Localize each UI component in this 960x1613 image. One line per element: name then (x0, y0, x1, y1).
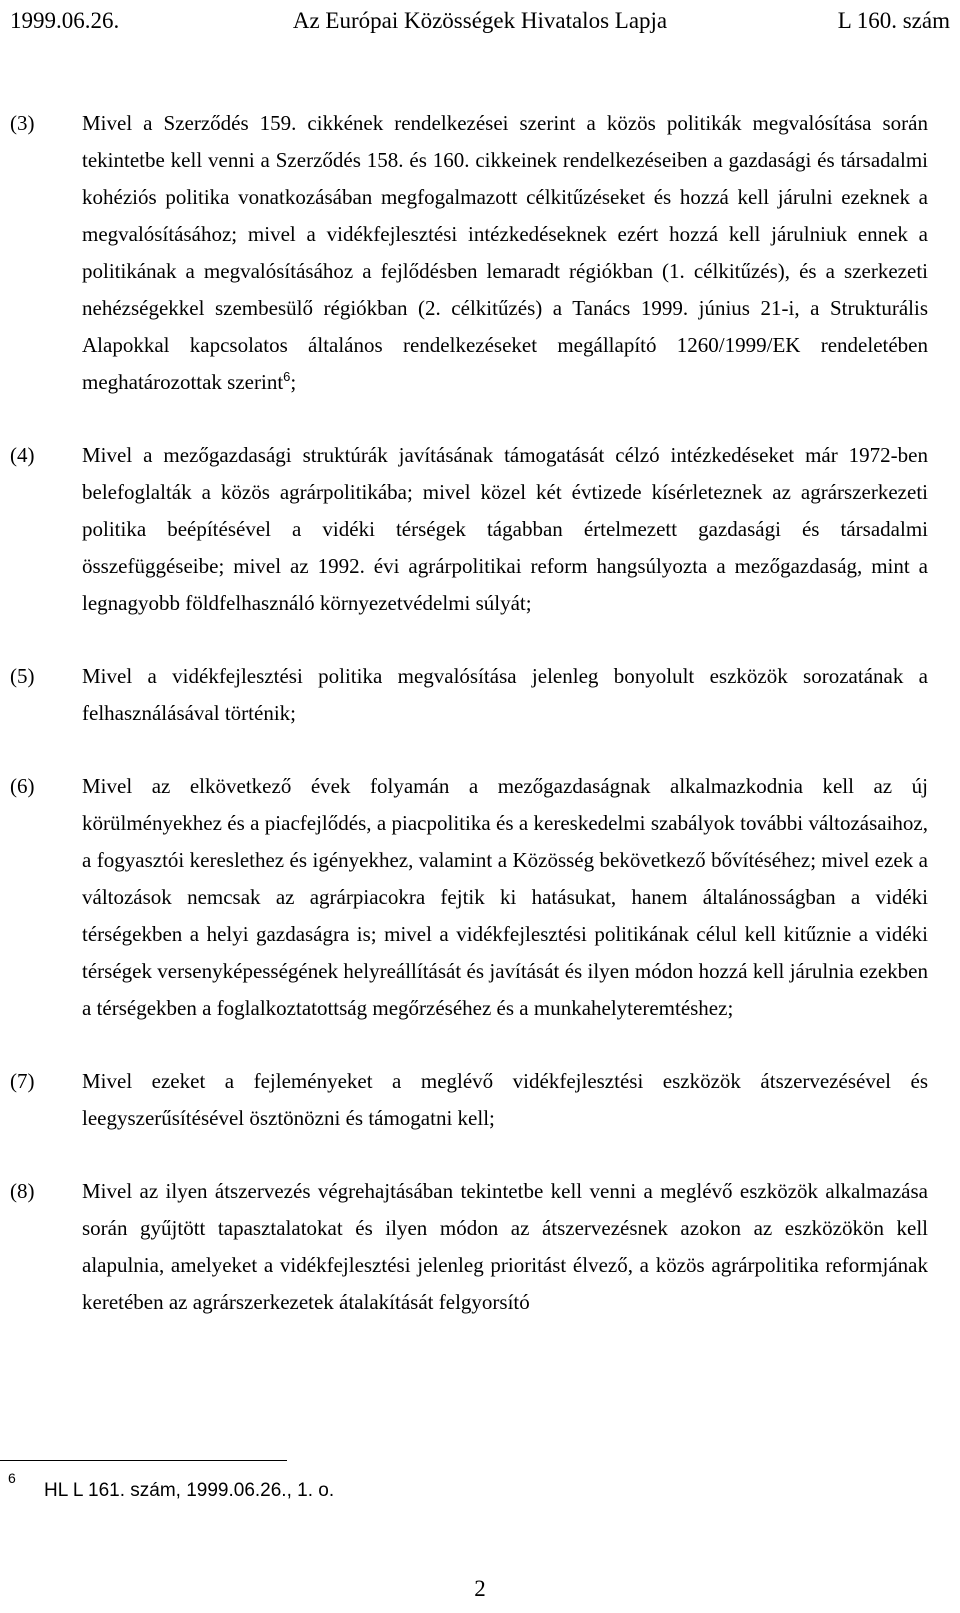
recital-number: (5) (10, 664, 35, 688)
header-date: 1999.06.26. (10, 8, 120, 33)
recital-text: Mivel ezeket a fejleményeket a meglévő vidékfejlesztési eszközök átszervezésével és leegyszerűsítésével ösztönözni és támogatni kell; (82, 1069, 928, 1130)
recital-item (0, 437, 960, 622)
recital-number: (6) (10, 774, 35, 798)
page-header (10, 6, 950, 40)
recital-text (82, 105, 928, 401)
footnote-mark: 6 (8, 1470, 16, 1486)
recital-item (0, 1063, 960, 1137)
recital-item (0, 1173, 960, 1321)
recital-number: (8) (10, 1179, 35, 1203)
footnote-reference: 6 (283, 369, 291, 384)
recital-item (0, 768, 960, 1027)
recital-item (0, 658, 960, 732)
recital-text: Mivel az ilyen átszervezés végrehajtásában tekintetbe kell venni a meglévő eszközök alkalmazása során gyűjtött tapasztalatokat és ilyen módon az átszervezésnek azokon az eszközökön kell alapulnia, amelyeket a vidékfejlesztési jelenleg prioritást élvező, a közös agrárpolitika reformjának keretében az agrárszerkezetek átalakítását felgyorsító (82, 1179, 928, 1314)
footnote-text: HL L 161. szám, 1999.06.26., 1. o. (44, 1480, 335, 1501)
recital-text: Mivel a vidékfejlesztési politika megvalósítása jelenleg bonyolult eszközök sorozatának a felhasználásával történik; (82, 664, 928, 725)
document-body (0, 105, 960, 1357)
header-issue-number: L 160. szám (837, 8, 950, 33)
footnote-divider (0, 1460, 287, 1461)
recital-text-end: ; (290, 370, 297, 394)
recital-text-body: Mivel a Szerződés 159. cikkének rendelkezései szerint a közös politikák megvalósítása során tekintetbe kell venni a Szerződés 158. és 160. cikkeinek rendelkezéseiben a gazdasági és társadalmi kohéziós politika vonatkozásában megfogalmazott célkitűzéseket és hozzá kell járulni ezeknek a megvalósításához; mivel a vidékfejlesztési intézkedéseknek ezért hozzá kell járulniuk ennek a politikának a megvalósításához a fejlődésben lemaradt régiókban (1. célkitűzés), és a szerkezeti nehézségekkel szembesülő régiókban (2. célkitűzés) a Tanács 1999. június 21-i, a Strukturális Alapokkal kapcsolatos általános rendelkezéseket megállapító 1260/1999/EK rendeletében meghatározottak szerint (82, 111, 928, 394)
header-journal-title: Az Európai Közösségek Hivatalos Lapja (292, 8, 668, 33)
recital-number: (4) (10, 443, 35, 467)
page-number: 2 (474, 1576, 486, 1601)
recital-text: Mivel az elkövetkező évek folyamán a mezőgazdaságnak alkalmazkodnia kell az új körülményekhez és a piacfejlődés, a piacpolitika és a kereskedelmi szabályok további változásaihoz, a fogyasztói kereslethez és igényekhez, valamint a Közösség bekövetkező bővítéséhez; mivel ezek a változások nemcsak az agrárpiacokra fejtik ki hatásukat, hanem általánosságban a vidéki térségekben a helyi gazdaságra is; mivel a vidékfejlesztési politikának célul kell kitűznie a vidéki térségek versenyképességének helyreállítását és javítását és ilyen módon hozzá kell járulnia ezekben a térségekben a foglalkoztatottság megőrzéséhez és a munkahelyteremtéshez; (82, 774, 928, 1020)
recital-number: (7) (10, 1069, 35, 1093)
recital-item (0, 105, 960, 401)
recital-text: Mivel a mezőgazdasági struktúrák javításának támogatását célzó intézkedéseket már 1972-ben belefoglalták a közös agrárpolitikába; mivel közel két évtizede kísérleteznek az agrárszerkezeti politika beépítésével a vidéki térségek tágabban értelmezett gazdasági és társadalmi összefüggéseibe; mivel az 1992. évi agrárpolitikai reform hangsúlyozta a mezőgazdaság, mint a legnagyobb földfelhasználó környezetvédelmi súlyát; (82, 443, 928, 615)
recital-number: (3) (10, 111, 35, 135)
